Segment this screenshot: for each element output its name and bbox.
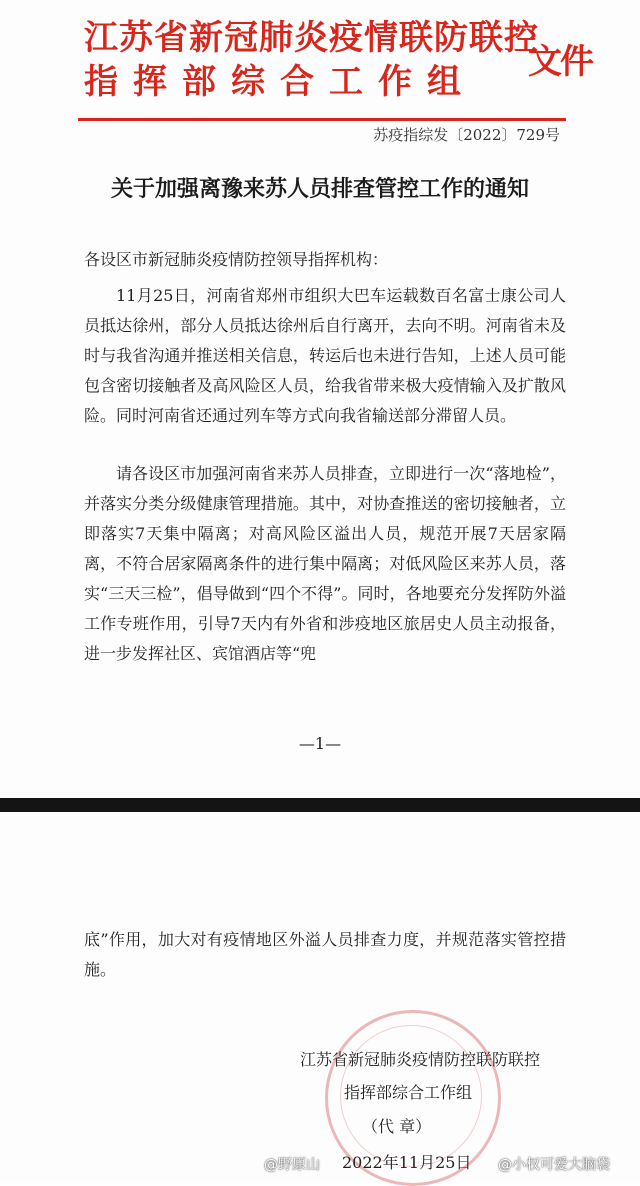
signature-org-line1: 江苏省新冠肺炎疫情防控联防联控 bbox=[300, 1050, 541, 1069]
header-red-rule bbox=[78, 118, 566, 121]
document-number: 苏疫指综发〔2022〕729号 bbox=[373, 126, 560, 144]
document-page-2 bbox=[0, 812, 640, 1183]
watermark-username: @野原山 bbox=[264, 1157, 320, 1173]
watermark-username: @小权可爱大脑袋 bbox=[498, 1157, 610, 1173]
page-separator bbox=[0, 798, 640, 812]
body-paragraph: 底”作用，加大对有疫情地区外溢人员排查力度，并规范落实管控措施。 bbox=[84, 930, 566, 979]
page-number: —1— bbox=[298, 734, 342, 753]
signature-date: 2022年11月25日 bbox=[342, 1153, 472, 1172]
body-paragraph: 11月25日，河南省郑州市组织大巴车运载数百名富士康公司人员抵达徐州，部分人员抵达徐州后自行离开，去向不明。河南省未及时与我省沟通并推送相关信息，转运后也未进行告知，上述人员可能包含密切接触者及高风险区人员，给我省带来极大疫情输入及扩散风险。同时河南省还通过列车等方式向我省输送部分滞留人员。 bbox=[84, 286, 566, 425]
header-title-line1: 江苏省新冠肺炎疫情联防联控 bbox=[84, 18, 539, 58]
header-wenjian: 文件 bbox=[528, 42, 592, 82]
addressee: 各设区市新冠肺炎疫情防控领导指挥机构： bbox=[84, 250, 389, 269]
header-title-line2: 指挥部综合工作组 bbox=[84, 62, 476, 102]
document-title: 关于加强离豫来苏人员排查管控工作的通知 bbox=[110, 176, 529, 202]
body-paragraph: 请各设区市加强河南省来苏人员排查，立即进行一次“落地检”，并落实分类分级健康管理措施。其中，对协查推送的密切接触者，立即落实7天集中隔离；对高风险区溢出人员，规范开展7天居家隔离，不符合居家隔离条件的进行集中隔离；对低风险区来苏人员，落实“三天三检”，倡导做到“四个不得”。同时，各地要充分发挥防外溢工作专班作用，引导7天内有外省和涉疫地区旅居史人员主动报备，进一步发挥社区、宾馆酒店等“兜 bbox=[84, 464, 566, 663]
signature-org-line2: 指挥部综合工作组 bbox=[344, 1083, 473, 1102]
signature-dai-zhang: （代 章） bbox=[362, 1117, 432, 1136]
